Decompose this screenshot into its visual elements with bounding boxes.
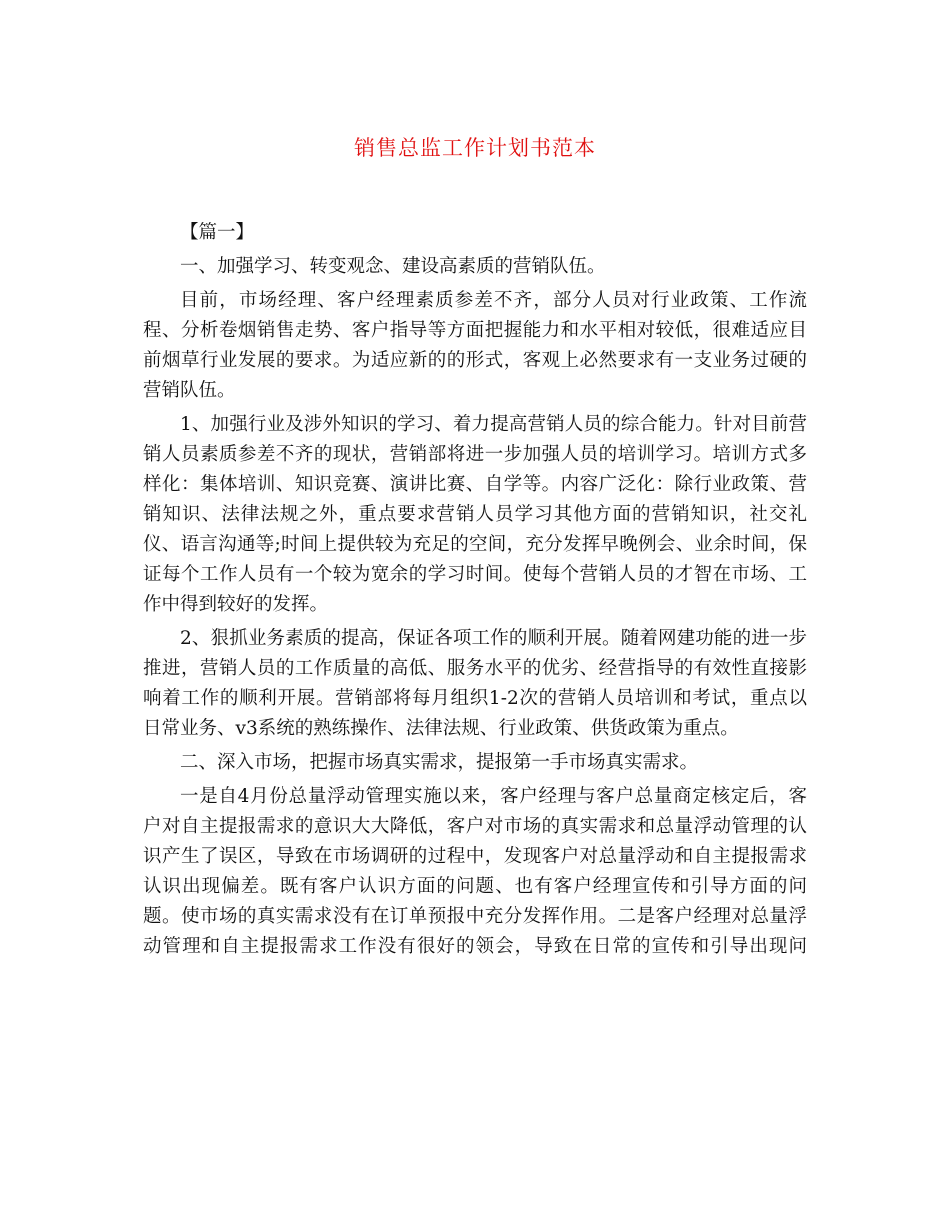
section-heading: 【篇一】 <box>180 222 255 243</box>
paragraph-line: 样化：集体培训、知识竞赛、演讲比赛、自学等。内容广泛化：除行业政策、营 <box>143 474 807 495</box>
paragraph-line: 2、狠抓业务素质的提高，保证各项工作的顺利开展。随着网建功能的进一步 <box>180 628 807 649</box>
paragraph-line: 销人员素质参差不齐的现状，营销部将进一步加强人员的培训学习。培训方式多 <box>143 444 807 465</box>
paragraph-line: 作中得到较好的发挥。 <box>143 594 329 615</box>
paragraph-line: 识产生了误区，导致在市场调研的过程中，发现客户对总量浮动和自主提报需求 <box>143 846 807 867</box>
paragraph-line: 响着工作的顺利开展。营销部将每月组织1-2次的营销人员培训和考试，重点以 <box>143 688 807 709</box>
paragraph-heading: 一、加强学习、转变观念、建设高素质的营销队伍。 <box>180 256 606 277</box>
paragraph-line: 仪、语言沟通等;时间上提供较为充足的空间，充分发挥早晚例会、业余时间，保 <box>143 534 807 555</box>
document-title: 销售总监工作计划书范本 <box>354 136 596 160</box>
paragraph-line: 题。使市场的真实需求没有在订单预报中充分发挥作用。二是客户经理对总量浮 <box>143 906 807 927</box>
paragraph-line: 目前，市场经理、客户经理素质参差不齐，部分人员对行业政策、工作流 <box>180 290 807 311</box>
paragraph-line: 程、分析卷烟销售走势、客户指导等方面把握能力和水平相对较低，很难适应目 <box>143 320 807 341</box>
document-body <box>143 218 807 962</box>
paragraph-line: 户对自主提报需求的意识大大降低，客户对市场的真实需求和总量浮动管理的认 <box>143 816 807 837</box>
paragraph-line: 营销队伍。 <box>143 380 236 401</box>
paragraph-line: 证每个工作人员有一个较为宽余的学习时间。使每个营销人员的才智在市场、工 <box>143 564 807 585</box>
paragraph-line: 销知识、法律法规之外，重点要求营销人员学习其他方面的营销知识，社交礼 <box>143 504 807 525</box>
paragraph-heading: 二、深入市场，把握市场真实需求，提报第一手市场真实需求。 <box>180 752 699 773</box>
paragraph-line: 推进，营销人员的工作质量的高低、服务水平的优劣、经营指导的有效性直接影 <box>143 658 807 679</box>
paragraph-line: 认识出现偏差。既有客户认识方面的问题、也有客户经理宣传和引导方面的问 <box>143 876 807 897</box>
paragraph-line: 一是自4月份总量浮动管理实施以来，客户经理与客户总量商定核定后，客 <box>180 786 807 807</box>
paragraph-line: 动管理和自主提报需求工作没有很好的领会，导致在日常的宣传和引导出现问 <box>143 936 807 957</box>
paragraph-line: 日常业务、v3系统的熟练操作、法律法规、行业政策、供货政策为重点。 <box>143 718 739 739</box>
paragraph-line: 前烟草行业发展的要求。为适应新的的形式，客观上必然要求有一支业务过硬的 <box>143 350 807 371</box>
paragraph-line: 1、加强行业及涉外知识的学习、着力提高营销人员的综合能力。针对目前营 <box>180 414 807 435</box>
